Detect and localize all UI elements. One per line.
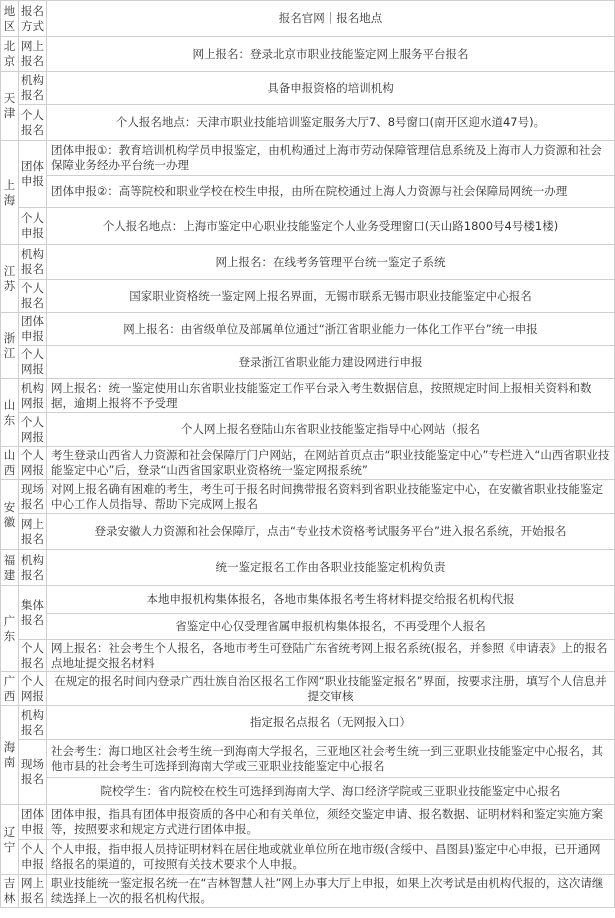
region-cell: 上海 (1, 141, 19, 245)
table-row (1, 875, 615, 908)
region-cell: 广东 (1, 586, 19, 672)
method-cell: 团体申报 (19, 805, 47, 840)
table-header-row (1, 1, 615, 37)
content-cell: 指定报名点报名（无网报入口） (47, 706, 615, 740)
table-row (1, 346, 615, 379)
table-row (1, 614, 615, 640)
region-cell: 海南 (1, 706, 19, 805)
method-cell: 团体申报 (19, 141, 47, 208)
method-cell: 个人网报 (19, 346, 47, 379)
content-cell: 网上报名：在线考务管理平台统一鉴定子系统 (47, 245, 615, 280)
table-row (1, 105, 615, 141)
content-cell: 网上报名：登录北京市职业技能鉴定网上服务平台报名 (47, 37, 615, 72)
content-cell: 网上报名：统一鉴定使用山东省职业技能鉴定工作平台录入考生数据信息，按照规定时间上报相关资料和数据，逾期上报将不予受理 (47, 379, 615, 413)
content-cell: 统一鉴定报名工作由各职业技能鉴定机构负责 (47, 550, 615, 586)
content-cell: 个人报名地点：上海市鉴定中心职业技能鉴定个人业务受理窗口(天山路1800号4号楼1楼) (47, 208, 615, 245)
method-cell: 团体申报 (19, 313, 47, 346)
method-cell: 个人网报 (19, 413, 47, 447)
table-row (1, 379, 615, 413)
table-row (1, 805, 615, 840)
table-row (1, 514, 615, 550)
method-cell: 机构报名 (19, 72, 47, 105)
method-cell: 机构报名 (19, 245, 47, 280)
content-cell: 对网上报名确有困难的考生，考生可于报名时间携带报名资料到省职业技能鉴定中心，在安徽省职业技能鉴定中心工作人员指导、帮助下完成网上报名 (47, 480, 615, 514)
table-row (1, 778, 615, 805)
table-row (1, 706, 615, 740)
method-cell: 个人网报 (19, 672, 47, 706)
content-cell: 登录安徽人力资源和社会保障厅，点击“专业技术资格考试服务平台”进入报名系统，开始报名 (47, 514, 615, 550)
method-cell: 机构报名 (19, 706, 47, 740)
region-cell: 福建 (1, 550, 19, 586)
content-cell: 考生登录山西省人力资源和社会保障厅门户网站，在网站首页点击“职业技能鉴定中心”专栏进入“山西省职业技能鉴定中心”后，登录“山西省国家职业资格统一鉴定网报系统” (47, 447, 615, 480)
content-cell: 国家职业资格统一鉴定网上报名界面，无锡市联系无锡市职业技能鉴定中心报名 (47, 280, 615, 313)
table-row (1, 37, 615, 72)
method-cell: 个人申报 (19, 208, 47, 245)
content-cell: 职业技能统一鉴定报名统一在“吉林智慧人社”网上办事大厅上申报，如果上次考试是由机构代报的，这次请继续选择上一次的报名机构代报。 (47, 875, 615, 908)
region-cell: 辽宁 (1, 805, 19, 875)
method-cell: 个人网报 (19, 447, 47, 480)
method-cell: 网上报名 (19, 37, 47, 72)
method-cell: 个人申报 (19, 840, 47, 875)
method-cell: 个人报名 (19, 280, 47, 313)
table-row (1, 176, 615, 208)
method-cell: 网上报名 (19, 875, 47, 908)
content-cell: 网上报名：由省级单位及部属单位通过“浙江省职业能力一体化工作平台”统一申报 (47, 313, 615, 346)
table-row (1, 413, 615, 447)
method-cell: 个人报名 (19, 640, 47, 672)
region-cell: 广西 (1, 672, 19, 706)
header-content: 报名官网｜报名地点 (47, 1, 615, 37)
table-row (1, 447, 615, 480)
region-cell: 北京 (1, 37, 19, 72)
content-cell: 团体申报①：教育培训机构学员申报鉴定，由机构通过上海市劳动保障管理信息系统及上海市人力资源和社会保障业务经办平台统一办理 (47, 141, 615, 176)
content-cell: 社会考生：海口地区社会考生统一到海南大学报名，三亚地区社会考生统一到三亚职业技能鉴定中心报名，其他市县的社会考生可选择到海南大学或三亚职业技能鉴定中心报名 (47, 740, 615, 778)
table-row (1, 740, 615, 778)
table-row (1, 550, 615, 586)
method-cell: 机构网报 (19, 379, 47, 413)
content-cell: 团体申报②：高等院校和职业学校在校生申报，由所在院校通过上海人力资源与社会保障局网统一办理 (47, 176, 615, 208)
table-row (1, 313, 615, 346)
table-row (1, 245, 615, 280)
content-cell: 个人申报，指申报人员持证明材料在居住地或就业单位所在地市级(含绥中、昌图县)鉴定中心申报，已开通网络报名的渠道的，可按照有关技术要求个人申报。 (47, 840, 615, 875)
table-row (1, 480, 615, 514)
method-cell: 个人报名 (19, 105, 47, 141)
region-cell: 安徽 (1, 480, 19, 550)
content-cell: 省鉴定中心仅受理省属申报机构集体报名，不再受理个人报名 (47, 614, 615, 640)
region-cell: 山西 (1, 447, 19, 480)
table-row (1, 141, 615, 176)
table-row (1, 672, 615, 706)
table-row (1, 208, 615, 245)
table-row (1, 72, 615, 105)
content-cell: 团体申报，指具有团体申报资质的各中心和有关单位，须经交鉴定申请、报名数据、证明材料和鉴定实施方案等，按照要求和规定方式进行团体申报。 (47, 805, 615, 840)
region-cell: 浙江 (1, 313, 19, 379)
region-cell: 江苏 (1, 245, 19, 313)
table-row (1, 280, 615, 313)
method-cell: 现场报名 (19, 740, 47, 805)
region-cell: 吉林 (1, 875, 19, 908)
table-row (1, 586, 615, 614)
method-cell: 现场报名 (19, 480, 47, 514)
method-cell: 网上报名 (19, 514, 47, 550)
content-cell: 具备申报资格的培训机构 (47, 72, 615, 105)
header-method: 报名方式 (19, 1, 47, 37)
content-cell: 网上报名：社会考生个人报名，各地市考生可登陆广东省统考网上报名系统(报名，并参照《申请表》上的报名点地址提交报名材料 (47, 640, 615, 672)
region-cell: 天津 (1, 72, 19, 141)
content-cell: 本地申报机构集体报名，各地市集体报名考生将材料提交给报名机构代报 (47, 586, 615, 614)
content-cell: 登录浙江省职业能力建设网进行申报 (47, 346, 615, 379)
content-cell: 在规定的报名时间内登录广西壮族自治区报名工作网“职业技能鉴定报名”界面，按要求注册，填写个人信息并提交审核 (47, 672, 615, 706)
header-region: 地区 (1, 1, 19, 37)
content-cell: 个人网上报名登陆山东省职业技能鉴定指导中心网站（报名 (47, 413, 615, 447)
content-cell: 院校学生：省内院校在校生可选择到海南大学、海口经济学院或三亚职业技能鉴定中心报名 (47, 778, 615, 805)
table-row (1, 840, 615, 875)
table-row (1, 640, 615, 672)
method-cell: 机构报名 (19, 550, 47, 586)
method-cell: 集体报名 (19, 586, 47, 640)
content-cell: 个人报名地点：天津市职业技能培训鉴定服务大厅7、8号窗口(南开区迎水道47号)。 (47, 105, 615, 141)
region-cell: 山东 (1, 379, 19, 447)
